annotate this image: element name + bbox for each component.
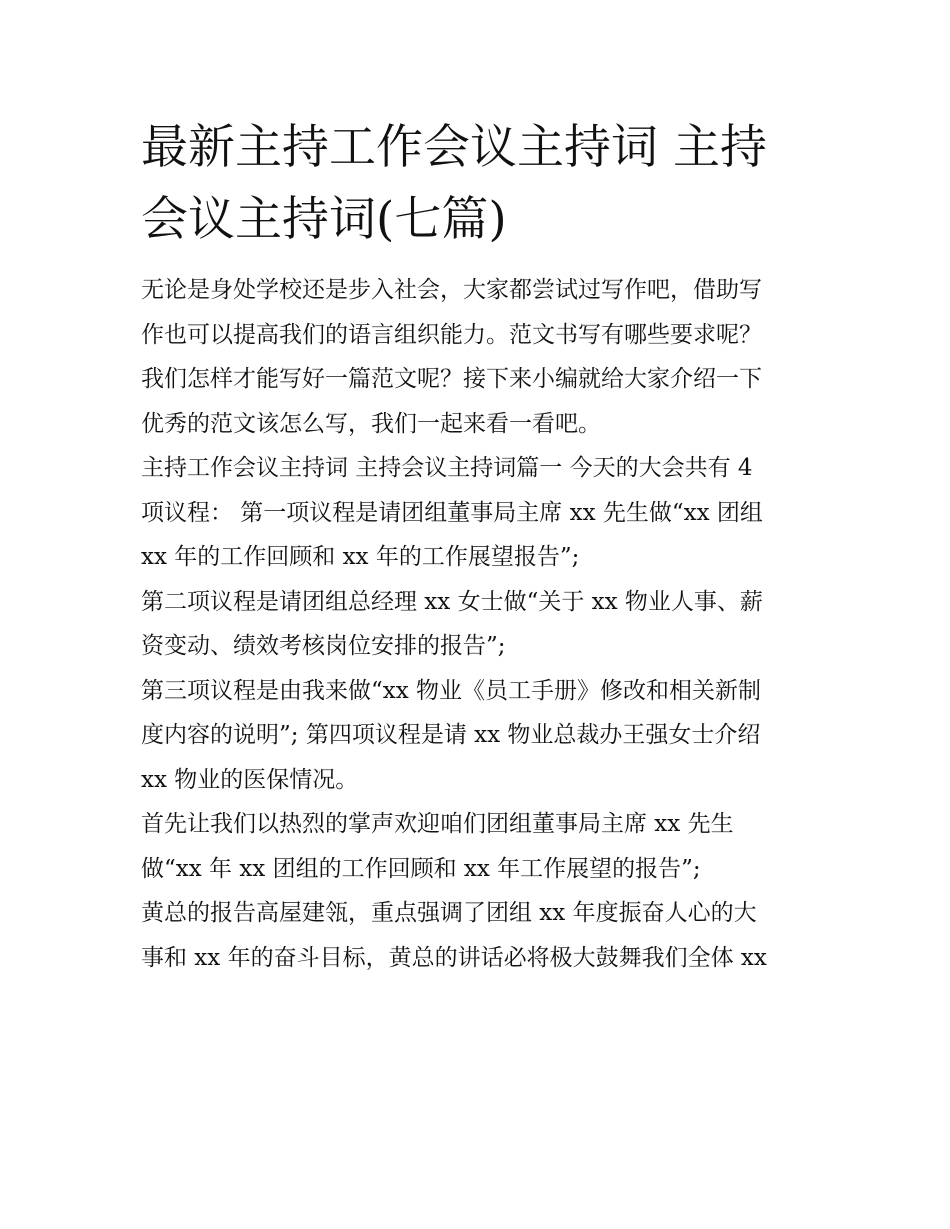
title-line-1: 最新主持工作会议主持词 主持 — [141, 120, 767, 175]
title-line-2: 会议主持词(七篇) — [141, 192, 507, 247]
paragraph-agenda-item-3-4 — [141, 669, 816, 803]
document-title — [141, 112, 816, 256]
text-line: 黄总的报告高屋建瓴，重点强调了团组 xx 年度振奋人心的大 — [141, 900, 757, 926]
text-line: 资变动、绩效考核岗位安排的报告”; — [141, 633, 506, 659]
paragraph-agenda — [141, 446, 816, 580]
text-line: 做“xx 年 xx 团组的工作回顾和 xx 年工作展望的报告”; — [141, 855, 701, 882]
text-line: 第三项议程是由我来做“xx 物业《员工手册》修改和相关新制 — [141, 677, 762, 704]
text-line: 优秀的范文该怎么写，我们一起来看一看吧。 — [141, 410, 601, 437]
text-line: xx 年的工作回顾和 xx 年的工作展望报告”; — [141, 544, 580, 570]
paragraph-intro — [141, 268, 816, 446]
paragraph-summary — [141, 891, 816, 980]
paragraph-welcome — [141, 802, 816, 891]
text-line: 我们怎样才能写好一篇范文呢？接下来小编就给大家介绍一下 — [141, 366, 762, 392]
text-line: 项议程： 第一项议程是请团组董事局主席 xx 先生做“xx 团组 — [141, 499, 763, 526]
text-line: 第二项议程是请团组总经理 xx 女士做“关于 xx 物业人事、薪 — [141, 588, 763, 615]
text-line: 作也可以提高我们的语言组织能力。范文书写有哪些要求呢？ — [141, 321, 762, 348]
text-line: 首先让我们以热烈的掌声欢迎咱们团组董事局主席 xx 先生 — [141, 811, 734, 837]
text-line: xx 物业的医保情况。 — [141, 766, 359, 793]
paragraph-agenda-item-2 — [141, 580, 816, 669]
text-line: 无论是身处学校还是步入社会，大家都尝试过写作吧，借助写 — [141, 277, 762, 303]
text-line: 度内容的说明”; 第四项议程是请 xx 物业总裁办王强女士介绍 — [141, 722, 761, 748]
text-line: 主持工作会议主持词 主持会议主持词篇一 今天的大会共有 4 — [141, 455, 753, 481]
document-body — [141, 112, 816, 980]
text-line: 事和 xx 年的奋斗目标，黄总的讲话必将极大鼓舞我们全体 xx — [141, 944, 767, 971]
